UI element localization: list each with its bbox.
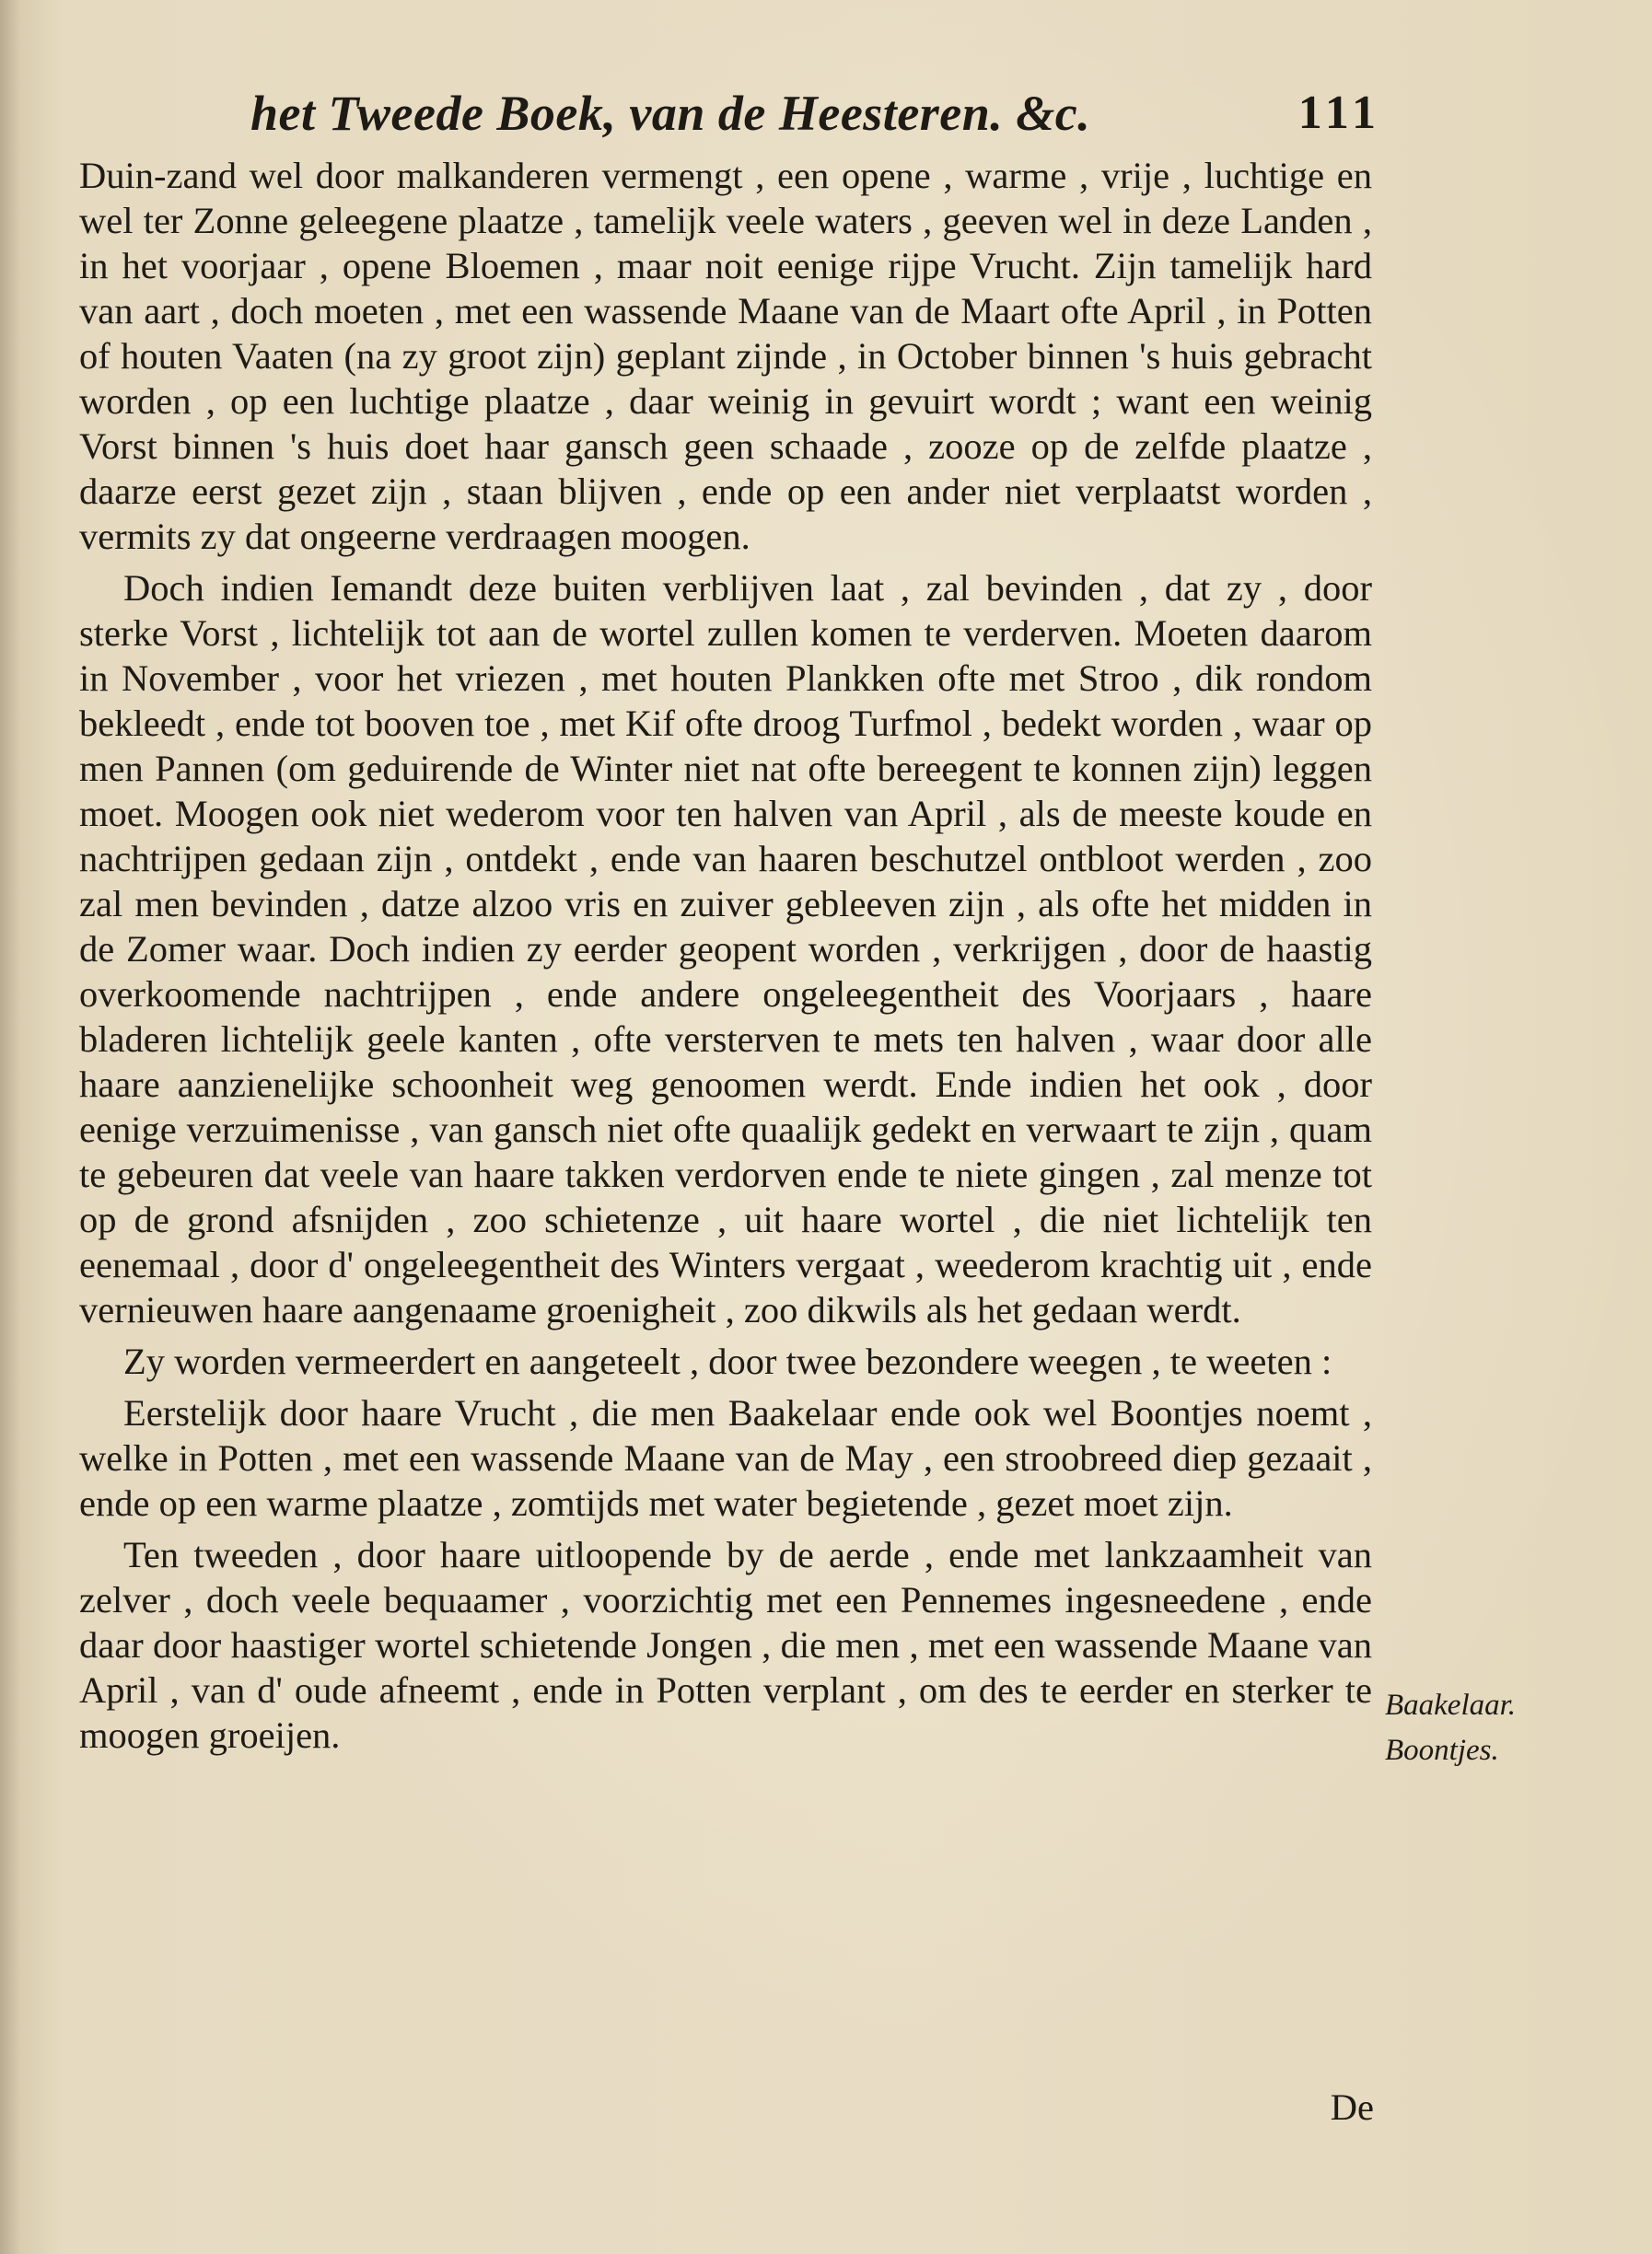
margin-notes xyxy=(1385,1683,1643,1773)
paragraph-2: Doch indien Iemandt deze buiten verblijven laat , zal bevinden , dat zy , door sterke Vorst , lichtelijk tot aan de wortel zullen komen te verderven. Moeten daarom in November , voor het vriezen , met houten Plankken ofte met Stroo , dik rondom bekleedt , ende tot booven toe , met Kif ofte droog Turfmol , bedekt worden , waar op men Pannen (om geduirende de Winter niet nat ofte bereegent te konnen zijn) leggen moet. Moogen ook niet wederom voor ten halven van April , als de meeste koude en nachtrijpen gedaan zijn , ontdekt , ende van haaren beschutzel ontbloot werden , zoo zal men bevinden , datze alzoo vris en zuiver gebleeven zijn , als ofte het midden in de Zomer waar. Doch indien zy eerder geopent worden , verkrijgen , door de haastig overkoomende nachtrijpen , ende andere ongeleegentheit des Voorjaars , haare bladeren lichtelijk geele kanten , ofte versterven te mets ten halven , waar door alle haare aanzienelijke schoonheit weg genoomen werdt. Ende indien het ook , door eenige verzuimenisse , van gansch niet ofte quaalijk gedekt en verwaart te zijn , quam te gebeuren dat veele van haare takken verdorven ende te niete gingen , zal menze tot op de grond afsnijden , zoo schietenze , uit haare wortel , die niet lichtelijk ten eenemaal , door d' ongeleegentheit des Winters vergaat , weederom krachtig uit , ende vernieuwen haare aangenaame groenigheit , zoo dikwils als het gedaan werdt. xyxy=(79,567,1372,1330)
margin-note-baakelaar: Baakelaar. xyxy=(1385,1689,1517,1722)
catchword: De xyxy=(1330,2086,1374,2128)
paragraph-1: Duin-zand wel door malkanderen vermengt , een opene , warme , vrije , luchtige en wel ter Zonne geleegene plaatze , tamelijk veele waters , geeven wel in deze Landen , in het voorjaar , opene Bloemen , maar noit eenige rijpe Vrucht. Zijn tamelijk hard van aart , doch moeten , met een wassende Maane van de Maart ofte April , in Potten of houten Vaaten (na zy groot zijn) geplant zijnde , in October binnen 's huis gebracht worden , op een luchtige plaatze , daar weinig in gevuirt wordt ; want een weinig Vorst binnen 's huis doet haar gansch geen schaade , zooze op de zelfde plaatze , daarze eerst gezet zijn , staan blijven , ende op een ander niet verplaatst worden , vermits zy dat ongeerne verdraagen moogen. xyxy=(79,155,1372,557)
running-title: het Tweede Boek, van de Heesteren. &c. xyxy=(250,86,1091,141)
margin-note-boontjes: Boontjes. xyxy=(1385,1734,1499,1767)
paragraph-4: Eerstelijk door haare Vrucht , die men Baakelaar ende ook wel Boontjes noemt , welke in Potten , met een wassende Maane van de May , een stroobreed diep gezaait , ende op een warme plaatze , zomtijds met water begietende , gezet moet zijn. xyxy=(79,1392,1372,1524)
page-number: 111 xyxy=(1297,87,1381,139)
body-text xyxy=(79,153,1372,1764)
paragraph-5: Ten tweeden , door haare uitloopende by de aerde , ende met lankzaamheit van zelver , doch veele bequaamer , voorzichtig met een Pennemes ingesneedene , ende daar door haastiger wortel schietende Jongen , die men , met een wassende Maane van April , van d' oude afneemt , ende in Potten verplant , om des te eerder en sterker te moogen groeijen. xyxy=(79,1534,1372,1756)
paragraph-3: Zy worden vermeerdert en aangeteelt , door twee bezondere weegen , te weeten : xyxy=(123,1341,1332,1382)
page-header xyxy=(250,81,1381,145)
